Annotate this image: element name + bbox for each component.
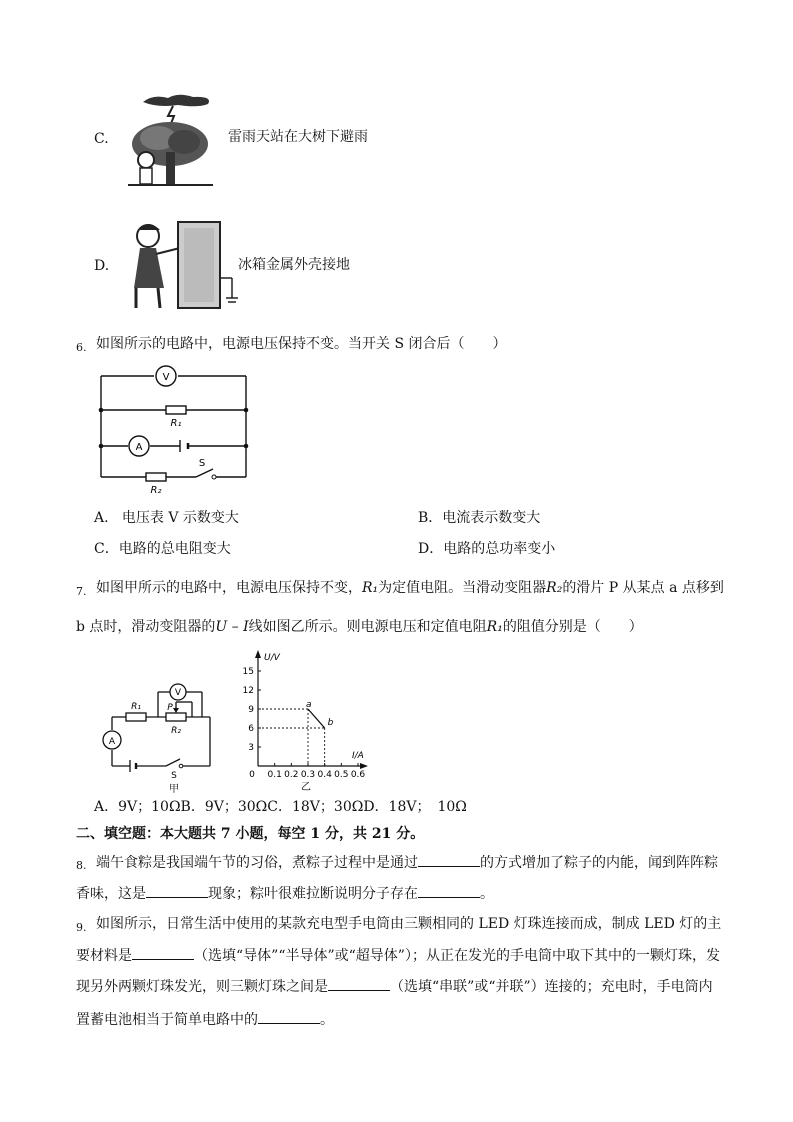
x-tick-label: 0	[249, 770, 255, 780]
graph-xlabel: I/A	[352, 751, 364, 761]
q6-choice-a: A. 电压表 V 示数变大	[94, 510, 239, 526]
q8-blank-3[interactable]	[418, 883, 480, 898]
q8-line2: 香味，这是 现象；粽叶很难拉断说明分子存在 。	[76, 883, 494, 904]
q6-choice-c: C．电路的总电阻变大	[94, 541, 231, 557]
y-tick-label: 15	[242, 667, 254, 677]
x-tick-label: 0.3	[300, 770, 316, 780]
tree-lightning-illustration	[118, 92, 223, 190]
q9-line4: 置蓄电池相当于简单电路中的 。	[76, 1009, 334, 1030]
graph-caption: 乙	[301, 782, 311, 793]
jia-r2-symbol	[166, 713, 186, 721]
q7-ui-graph	[234, 646, 374, 794]
q9-blank-2[interactable]	[328, 976, 390, 991]
option-d-text: 冰箱金属外壳接地	[238, 257, 350, 273]
q8-blank-2[interactable]	[146, 883, 208, 898]
q6-choice-b: B．电流表示数变大	[418, 510, 541, 526]
y-tick-label: 6	[248, 724, 254, 734]
option-c-text: 雷雨天站在大树下避雨	[228, 129, 368, 145]
y-tick-label: 12	[242, 686, 254, 696]
q8-blank-1[interactable]	[418, 852, 480, 867]
jia-voltmeter-label: V	[174, 688, 182, 698]
q9-blank-3[interactable]	[258, 1009, 320, 1024]
q9-number: 9.	[76, 921, 87, 934]
y-tick-label: 9	[248, 705, 254, 715]
x-tick-label: 0.6	[350, 770, 366, 780]
point-label-a: a	[306, 700, 312, 710]
fridge-grounding-illustration	[120, 218, 242, 316]
jia-r1-symbol	[126, 713, 146, 721]
q7-number: 7.	[76, 585, 87, 598]
q6-r2-label: R₂	[150, 485, 162, 496]
jia-r2-label: R₂	[171, 726, 181, 736]
jia-slider-label: P	[167, 703, 173, 713]
x-axis-arrow	[360, 763, 368, 769]
jia-ammeter-label: A	[108, 737, 116, 747]
q6-voltmeter-label: V	[162, 372, 170, 383]
x-tick-label: 0.5	[334, 770, 349, 780]
section2-heading: 二、填空题：本大题共 7 小题，每空 1 分，共 21 分。	[76, 826, 425, 842]
q6-r1-label: R₁	[170, 418, 182, 429]
x-tick-label: 0.4	[317, 770, 332, 780]
q8-number: 8.	[76, 859, 87, 872]
q6-stem: 如图所示的电路中，电源电压保持不变。当开关 S 闭合后（ ）	[96, 336, 507, 352]
q7-circuit-jia	[100, 680, 220, 796]
q6-ammeter-label: A	[135, 442, 143, 453]
q7-line2: b 点时，滑动变阻器的U – I线如图乙所示。则电源电压和定值电阻R₁的阻值分别是（ ）	[76, 619, 643, 635]
jia-r1-label: R₁	[131, 702, 141, 712]
q6-circuit-diagram	[92, 362, 257, 497]
q6-number: 6.	[76, 341, 87, 354]
y-tick-label: 3	[248, 743, 254, 753]
q6-switch-label: S	[198, 458, 206, 469]
q9-blank-1[interactable]	[132, 945, 194, 960]
q7-line1: 如图甲所示的电路中，电源电压保持不变，R₁为定值电阻。当滑动变阻器R₂的滑片 P 从某点 a 点移到	[96, 580, 724, 596]
q9-line1: 如图所示，日常生活中使用的某款充电型手电筒由三颗相同的 LED 灯珠连接而成，制成 LED 灯的主	[96, 916, 722, 932]
jia-caption: 甲	[169, 784, 179, 795]
graph-ylabel: U/V	[264, 653, 280, 663]
r2-resistor-symbol	[146, 473, 166, 481]
q8-line1: 端午食粽是我国端午节的习俗，煮粽子过程中是通过 的方式增加了粽子的内能，闻到阵阵粽	[96, 852, 718, 873]
switch-contact	[212, 475, 216, 479]
q9-line3: 现另外两颗灯珠发光，则三颗灯珠之间是 （选填“串联”或“并联”）连接的；充电时，手电筒内	[76, 976, 713, 997]
x-tick-label: 0.2	[284, 770, 299, 780]
r1-resistor-symbol	[166, 406, 186, 414]
q7-answers: A．9V；10ΩB．9V；30ΩC．18V；30ΩD．18V； 10Ω	[94, 799, 467, 815]
jia-switch-contact	[179, 764, 183, 768]
q9-line2: 要材料是 （选填“导体”“半导体”或“超导体”）；从正在发光的手电筒中取下其中的一颗灯珠，发	[76, 945, 720, 966]
x-tick-label: 0.1	[267, 770, 282, 780]
option-d-letter: D.	[94, 258, 110, 274]
y-axis-arrow	[255, 650, 261, 658]
option-c-letter: C.	[94, 131, 109, 147]
point-label-b: b	[327, 718, 334, 728]
ui-line	[308, 709, 325, 728]
jia-switch-label: S	[171, 771, 177, 781]
q6-choice-d: D．电路的总功率变小	[418, 541, 556, 557]
